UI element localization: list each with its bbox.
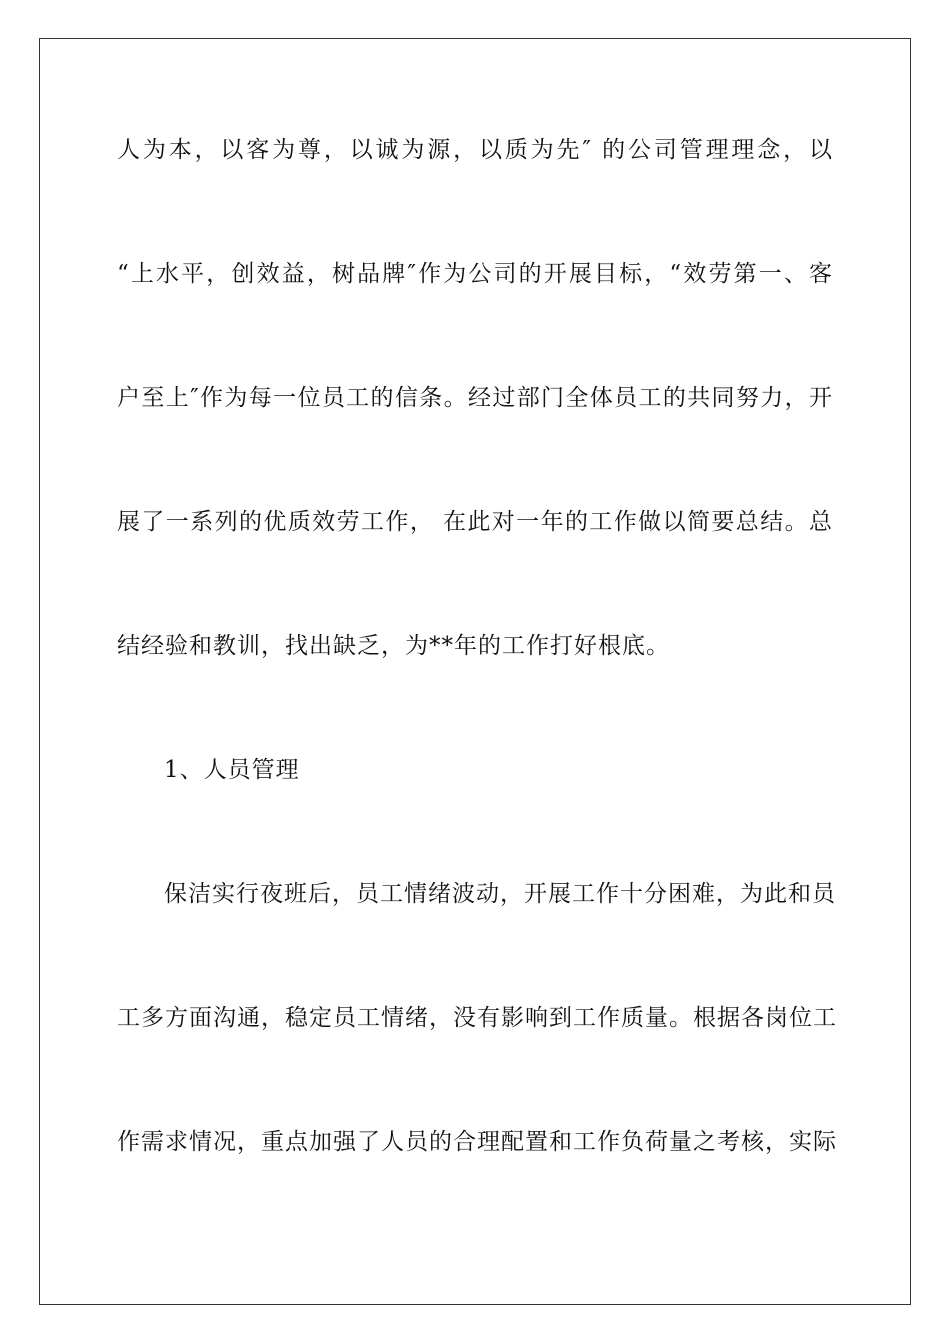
- paragraph-line-1: 人为本，以客为尊，以诚为源，以质为先″ 的公司管理理念，以: [117, 137, 833, 163]
- paragraph-line-3: 户至上″作为每一位员工的信条。经过部门全体员工的共同努力，开: [117, 385, 833, 411]
- section-heading: 1、人员管理: [164, 757, 300, 783]
- page-border: [39, 38, 911, 1305]
- paragraph-line-2: “上水平，创效益，树品牌″作为公司的开展目标，“效劳第一、客: [117, 261, 833, 287]
- section-line-2: 工多方面沟通，稳定员工情绪，没有影响到工作质量。根据各岗位工: [117, 1005, 837, 1031]
- section-line-3: 作需求情况，重点加强了人员的合理配置和工作负荷量之考核，实际: [117, 1129, 837, 1155]
- paragraph-line-4: 展了一系列的优质效劳工作， 在此对一年的工作做以简要总结。总: [117, 509, 833, 535]
- paragraph-line-5: 结经验和教训，找出缺乏，为**年的工作打好根底。: [117, 633, 670, 659]
- section-line-1: 保洁实行夜班后，员工情绪波动，开展工作十分困难，为此和员: [164, 881, 836, 907]
